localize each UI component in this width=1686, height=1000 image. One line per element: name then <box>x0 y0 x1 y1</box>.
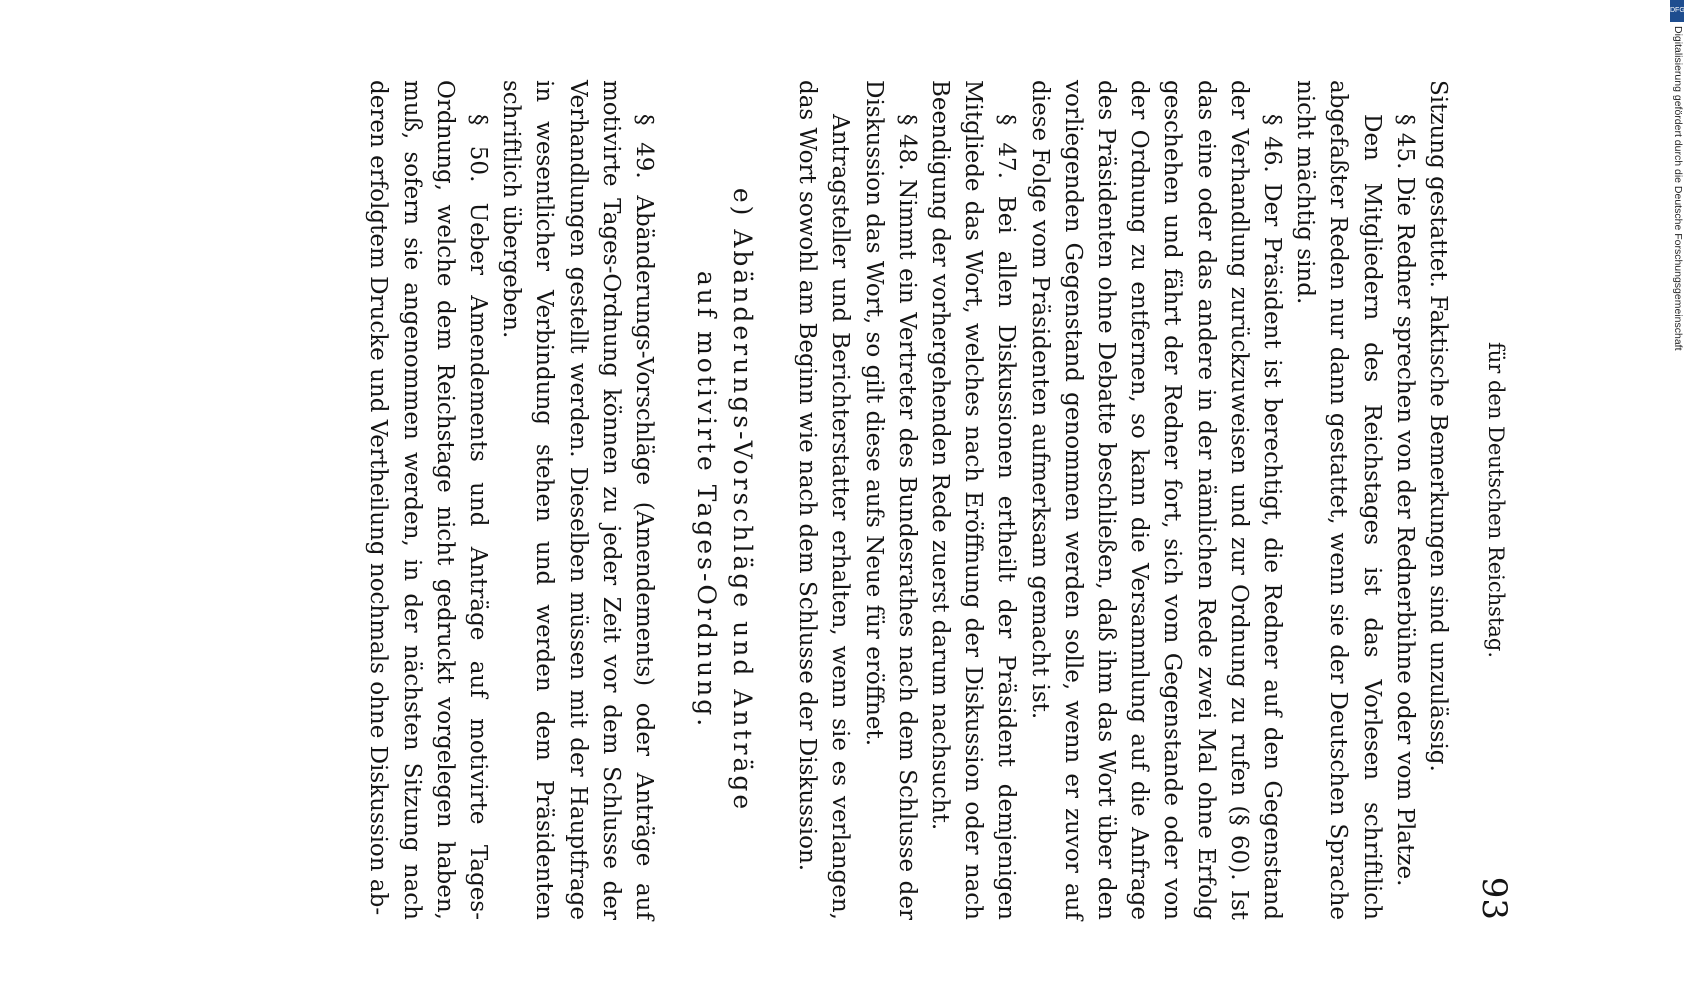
body-text <box>361 80 1454 920</box>
dfg-logo: DFG <box>1670 0 1684 22</box>
scanned-page-rotated <box>132 0 1572 1000</box>
running-head <box>1474 80 1514 920</box>
paragraph: Antragsteller und Berichterstatter erhalten, wenn sie es verlangen, das Wort sowohl am Beginn wie nach dem Schlusse der Diskussion. <box>794 80 854 920</box>
paragraph-section-50: § 50. Ueber Amendements und Anträge auf motivirte Tages-Ordnung, welche dem Reichstage nicht gedruckt vorgelegen haben, muß, sofern sie angenommen werden, in der nächsten Sitzung nach deren erfolgtem Drucke und Vertheilung nochmals ohne Diskussion ab- <box>365 80 491 920</box>
section-heading-line-2: auf motivirte Tages-Ordnung. <box>691 270 721 730</box>
section-heading-line-1: e) Abänderungs-Vorschläge und Anträge <box>727 187 757 813</box>
book-page <box>132 0 1572 1000</box>
paragraph-section-47: § 47. Bei allen Diskussionen ertheilt der Präsident demjenigen Mitgliede das Wort, welches nach Eröffnung der Diskussion oder nach Beendigung der vorhergehenden Rede zuerst darum nachsucht. <box>926 80 1020 920</box>
section-heading <box>688 80 760 920</box>
digitization-note <box>1666 26 1684 666</box>
paragraph-section-45: § 45. Die Redner sprechen von der Rednerbühne oder vom Platze. <box>1391 114 1418 887</box>
paragraph-section-46: § 46. Der Präsident ist berechtigt, die Redner auf den Gegenstand der Verhandlung zurückzuweisen und zur Ordnung zu rufen (§ 60). Ist das eine oder das andere in der nämlichen Rede zwei Mal ohne Erfolg geschehen und fährt der Redner fort, sich vom Gegenstande oder von der Ordnung zu entfernen, so kann die Versammlung auf die Anfrage des Präsidenten ohne Debatte beschließen, daß ihm das Wort über den vorliegenden Gegenstand genommen werden solle, wenn er zuvor auf diese Folge vom Präsidenten aufmerksam gemacht ist. <box>1026 80 1285 920</box>
running-title: für den Deutschen Reichstag. <box>1484 341 1508 659</box>
paragraph-section-48: § 48. Nimmt ein Vertreter des Bundesrathes nach dem Schlusse der Diskussion das Wort, so gilt diese aufs Neue für eröffnet. <box>860 80 920 920</box>
page-number: 93 <box>1474 876 1514 920</box>
paragraph: Den Mitgliedern des Reichstages ist das Vorlesen schriftlich abgefaßter Reden nur dann gestattet, wenn sie der Deutschen Sprache nicht mächtig sind. <box>1292 80 1385 920</box>
paragraph: Sitzung gestattet. Faktische Bemerkungen sind unzulässig. <box>1425 80 1451 772</box>
paragraph-section-49: § 49. Abänderungs-Vorschläge (Amendements) oder Anträge auf motivirte Tages-Ordnung können zu jeder Zeit vor dem Schlusse der Verhandlungen gestellt werden. Dieselben müssen mit der Hauptfrage in wesentlicher Verbindung stehen und werden dem Präsidenten schriftlich übergeben. <box>498 80 657 920</box>
digitization-note-text: Digitalisierung gefördert durch die Deutsche Forschungsgemeinschaft <box>1672 26 1684 351</box>
